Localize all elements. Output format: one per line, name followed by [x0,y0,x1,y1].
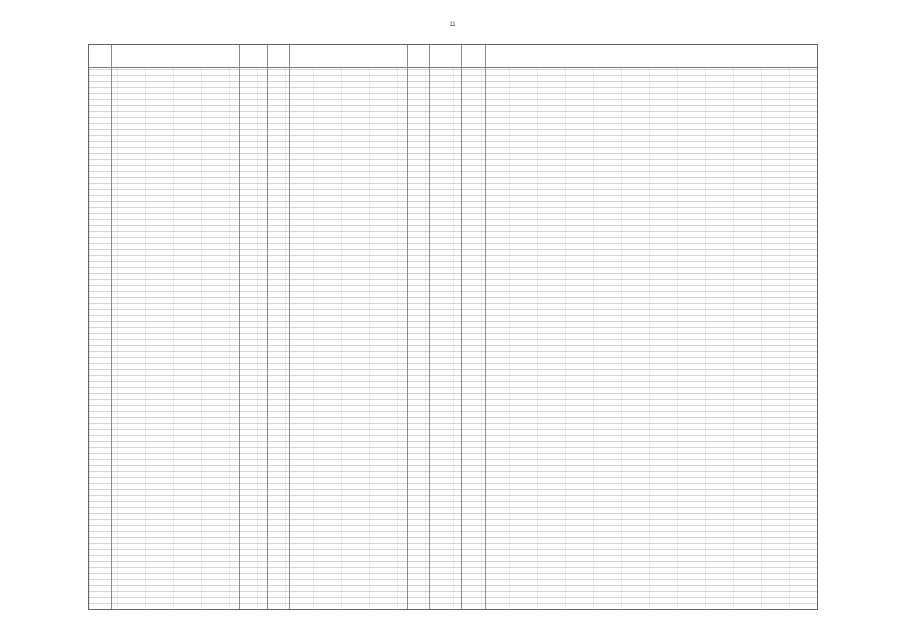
column-divider [239,45,240,609]
column-divider [111,45,112,609]
page-number: 11 [449,22,456,28]
column-divider [461,45,462,609]
column-divider [289,45,290,609]
table-header-band [89,45,817,68]
data-table-grid [88,44,818,610]
column-divider [429,45,430,609]
column-divider [407,45,408,609]
column-divider [485,45,486,609]
column-divider [267,45,268,609]
